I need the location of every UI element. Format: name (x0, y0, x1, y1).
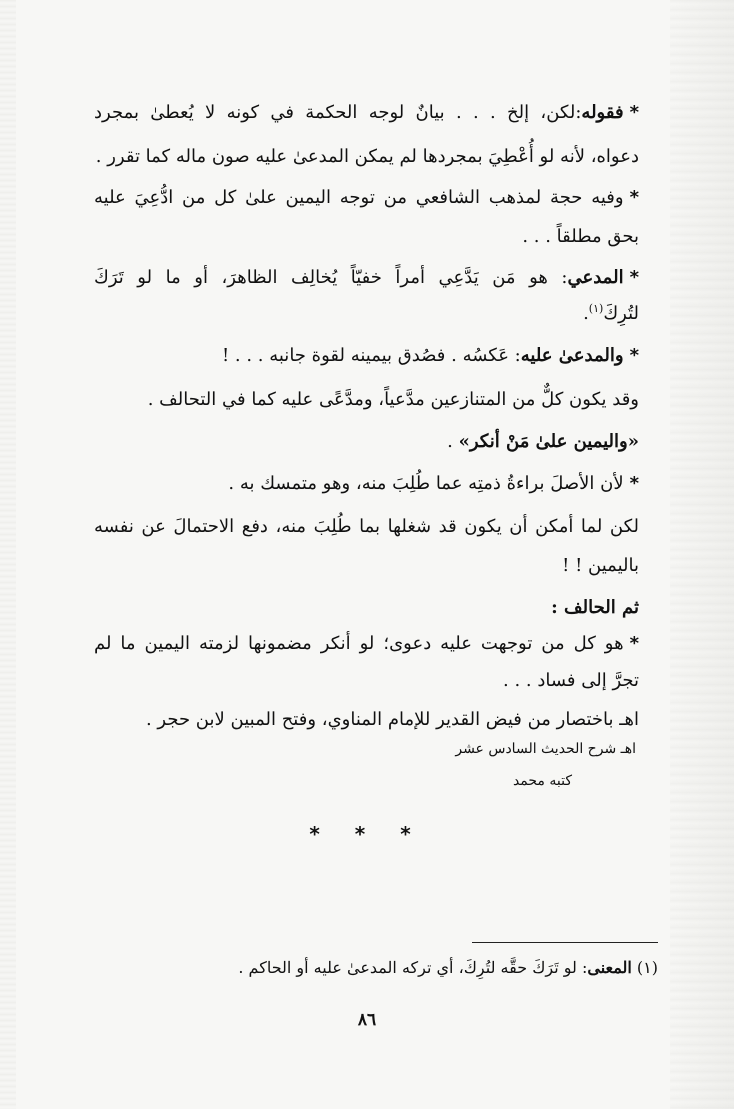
line-2-text: دعواه، لأنه لو أُعْطِيَ بمجردها لم يمكن المدعىٰ عليه صون ماله كما تقرر . (95, 146, 639, 167)
note-1-text: اهـ شرح الحديث السادس عشر (455, 741, 636, 757)
text-line-11 (94, 512, 639, 542)
line-16-text: اهـ باختصار من فيض القدير للإمام المناوي، وفتح المبين لابن حجر . (145, 709, 639, 730)
text-line-13 (94, 593, 639, 623)
text-line-1 (94, 98, 639, 128)
handwritten-note-2 (513, 770, 572, 792)
term-faqawluh: فقوله (581, 102, 624, 123)
section-separator: * * * (309, 822, 425, 846)
footnote-label: المعنى (587, 958, 632, 977)
heading-halif: ثم الحالف : (551, 597, 639, 618)
footnote (98, 955, 658, 981)
term-mudda-i: المدعي (567, 267, 624, 288)
bullet-star: * (629, 473, 639, 494)
right-page-edge (670, 0, 734, 1109)
bullet-star: * (629, 267, 639, 288)
line-11-text: لكن لما أمكن أن يكون قد شغلها بما طُلِبَ منه، دفع الاحتمالَ عن نفسه (94, 516, 639, 537)
footnote-rule (472, 942, 658, 943)
text-line-9 (94, 427, 639, 457)
line-15-text: تجرَّ إلى فساد . . . (503, 670, 639, 691)
hadith-quote: «واليمين علىٰ مَنْ أنكر» (458, 431, 639, 452)
note-2-text: كتبه محمد (512, 773, 572, 789)
line-3-text: وفيه حجة لمذهب الشافعي من توجه اليمين علىٰ كل من ادُّعِيَ عليه (94, 187, 624, 208)
bullet-star: * (629, 345, 639, 366)
line-10-text: لأن الأصلَ براءةُ ذمتِه عما طُلِبَ منه، وهو متمسك به . (228, 473, 624, 494)
text-line-5 (94, 263, 639, 293)
bullet-star: * (629, 633, 639, 654)
footnote-text: : لو تَرَكَ حقَّه لتُرِكَ، أي تركه المدعىٰ عليه أو الحاكم . (238, 958, 588, 977)
line-12-text: باليمين ! ! (562, 555, 639, 576)
line-5-text: : هو مَن يَدَّعِي أمراً خفيّاً يُخالِف الظاهرَ، أو ما لو تَرَكَ (94, 267, 568, 288)
footnote-number: (١) (636, 958, 658, 977)
footnote-ref: (١) (588, 302, 604, 315)
text-line-3 (94, 183, 639, 213)
text-line-7 (119, 341, 639, 371)
line-1-text: :لكن، إلخ . . . بيانٌ لوجه الحكمة في كونه لا يُعطىٰ بمجرد (94, 102, 582, 123)
bullet-star: * (629, 187, 639, 208)
line-4-text: بحق مطلقاً . . . (522, 226, 639, 247)
text-line-15 (94, 666, 639, 696)
text-line-6 (94, 299, 639, 329)
bullet-star: * (629, 102, 639, 123)
text-line-16 (94, 705, 639, 735)
line-7-text: : عَكسُه . فصُدق بيمينه لقوة جانبه . . . ! (221, 345, 521, 366)
term-mudda-a-alayh: والمدعىٰ عليه (520, 345, 624, 366)
text-line-4 (94, 222, 639, 252)
text-line-12 (94, 551, 639, 581)
text-line-2 (94, 142, 639, 172)
line-6-end: . (583, 303, 589, 324)
line-8-text: وقد يكون كلٌّ من المتنازعين مدَّعياً، ومدَّعًى عليه كما في التحالف . (147, 389, 639, 410)
text-line-8 (94, 385, 639, 415)
left-page-edge (0, 0, 16, 1109)
line-9-end: . (447, 431, 459, 452)
text-line-10 (94, 469, 639, 499)
handwritten-note-1 (455, 738, 636, 760)
page-number: ٨٦ (357, 1010, 377, 1030)
line-6-text: لتُرِكَ (603, 303, 639, 324)
line-14-text: هو كل من توجهت عليه دعوى؛ لو أنكر مضمونها لزمته اليمين ما لم (94, 633, 624, 654)
text-line-14 (94, 629, 639, 659)
